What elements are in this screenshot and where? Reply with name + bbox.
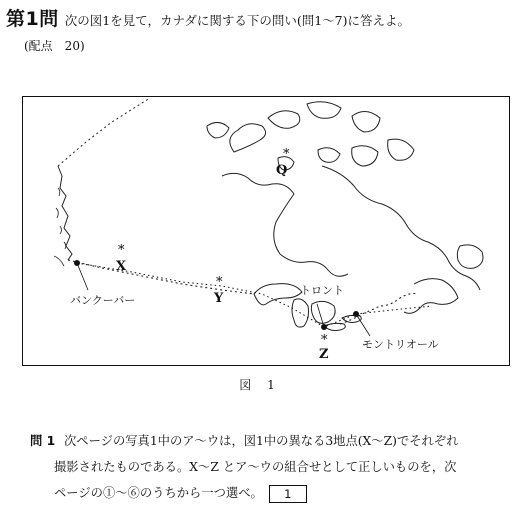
question-1-label: 問 1 (30, 434, 56, 448)
question-number: 第1問 (6, 8, 59, 30)
point-z-label: Z (319, 347, 329, 362)
arctic-islands (207, 102, 414, 170)
point-q-asterisk: * (283, 147, 290, 162)
hudson-bay-coast (222, 173, 348, 276)
toronto-label: トロント (300, 284, 344, 297)
montreal-leader (356, 314, 370, 336)
vancouver-label: バンクーバー (70, 294, 136, 307)
map-frame (23, 97, 510, 366)
canada-map-figure (22, 96, 510, 366)
montreal-label: モントリオール (362, 338, 439, 351)
question-instruction: 次の図1を見て，カナダに関する下の問い(問1～7)に答えよ。 (64, 13, 410, 28)
point-q-label: Q (276, 163, 288, 178)
us-border-line (68, 260, 254, 294)
figure-caption: 図 1 (239, 378, 281, 392)
st-lawrence-coast (404, 279, 458, 314)
question-1-line-3-text: ページの①～⑥のうちから一つ選べ。 (54, 486, 263, 500)
question-1-line-1: 次ページの写真1中のア～ウは，図1中の異なる3地点(X～Z)でそれぞれ (64, 434, 459, 448)
point-y-asterisk: * (216, 275, 223, 290)
labrador-coast (322, 166, 480, 290)
question-1 (30, 428, 516, 506)
question-header (6, 4, 410, 31)
alaska-border-line (58, 98, 150, 166)
question-1-line-3 (30, 480, 516, 506)
west-coastline (58, 166, 72, 260)
point-x-asterisk: * (118, 243, 125, 258)
point-x-label: X (116, 259, 127, 274)
answer-box[interactable]: 1 (269, 485, 307, 503)
point-z-asterisk: * (321, 333, 328, 348)
newfoundland-island (457, 245, 483, 268)
point-allocation: (配点 20) (24, 39, 85, 53)
point-y-label: Y (214, 291, 224, 306)
vancouver-leader (77, 263, 88, 290)
question-1-line-2: 撮影されたものである。X～Z とア～ウの組合せとして正しいものを，次 (54, 460, 457, 474)
